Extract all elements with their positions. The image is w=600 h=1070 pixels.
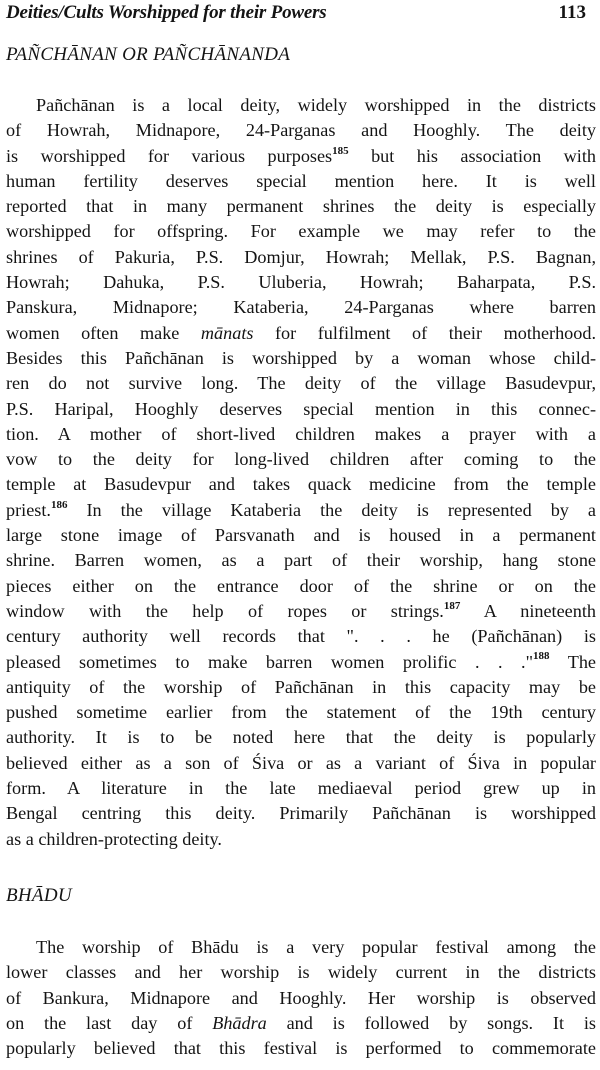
footnote-ref: 186 (50, 498, 68, 511)
text-line: Besides this Pañchānan is worshipped by a woman whose child- (6, 347, 596, 368)
text-line: popularly believed that this festival is performed to commemorate (6, 1038, 596, 1059)
text-line: century authority well records that ". . . he (Pañchānan) is (6, 626, 596, 647)
running-head-title: Deities/Cults Worshipped for their Powers (6, 2, 327, 23)
text-line: of Howrah, Midnapore, 24-Parganas and Hooghly. The deity (6, 120, 596, 141)
text-line: large stone image of Parsvanath and is housed in a permanent (6, 525, 596, 546)
italic-term: mānats (200, 322, 254, 343)
text-line: pleased sometimes to make barren women prolific . . ."$^{188}$ The (6, 650, 596, 672)
text-line: of Bankura, Midnapore and Hooghly. Her worship is observed (6, 987, 596, 1008)
text-line: human fertility deserves special mention here. It is well (6, 170, 596, 191)
text-line: lower classes and her worship is widely current in the districts (6, 962, 596, 983)
text-line: is worshipped for various purposes$^{185}$ but his association with (6, 144, 596, 166)
section-heading-panchanan: PAÑCHĀNAN OR PAÑCHĀNANDA (6, 44, 291, 65)
footnote-ref: 187 (443, 599, 461, 612)
text-line: priest.$^{186}$ In the village Kataberia the deity is represented by a (6, 498, 596, 520)
text-line: vow to the deity for long-lived children after coming to the (6, 449, 596, 470)
text-line: reported that in many permanent shrines the deity is especially (6, 196, 596, 217)
footnote-ref: 188 (533, 650, 550, 663)
text-line: Bengal centring this deity. Primarily Pañchānan is worshipped (6, 803, 596, 824)
text-line: window with the help of ropes or strings.$^{187}$ A nineteenth (6, 599, 596, 621)
text-line: antiquity of the worship of Pañchānan in this capacity may be (6, 676, 596, 697)
text-line: Panskura, Midnapore; Kataberia, 24-Parganas where barren (6, 297, 596, 318)
text-line: Howrah; Dahuka, P.S. Uluberia, Howrah; Baharpata, P.S. (6, 272, 596, 293)
text-line: form. A literature in the late mediaeval period grew up in (6, 778, 596, 799)
text-line: Pañchānan is a local deity, widely worshipped in the districts (36, 95, 596, 115)
section-heading-bhadu: BHĀDU (6, 885, 72, 906)
section-body-panchanan (6, 93, 596, 852)
text-line: shrines of Pakuria, P.S. Domjur, Howrah; Mellak, P.S. Bagnan, (6, 246, 596, 267)
section-body-bhadu (6, 935, 596, 1061)
text-line: women often make mānats for fulfilment of their motherhood. (6, 322, 597, 343)
text-line: pushed sometime earlier from the statement of the 19th century (6, 702, 596, 723)
text-line: P.S. Haripal, Hooghly deserves special mention in this connec- (6, 398, 596, 419)
page-number: 113 (558, 2, 586, 23)
text-line: worshipped for offspring. For example we may refer to the (6, 221, 596, 242)
text-line: temple at Basudevpur and takes quack medicine from the temple (6, 474, 596, 495)
footnote-ref: 185 (332, 144, 349, 157)
text-line: The worship of Bhādu is a very popular festival among the (36, 937, 596, 957)
text-line: authority. It is to be noted here that the deity is popularly (6, 727, 596, 748)
text-line: as a children-protecting deity. (6, 828, 222, 849)
text-line: tion. A mother of short-lived children makes a prayer with a (6, 423, 596, 444)
italic-term: Bhādra (212, 1012, 267, 1033)
text-line: pieces either on the entrance door of the shrine or on the (6, 575, 596, 596)
text-line: shrine. Barren women, as a part of their worship, hang stone (6, 550, 596, 571)
text-line: ren do not survive long. The deity of the village Basudevpur, (6, 373, 596, 394)
text-line: on the last day of Bhādra and is followed by songs. It is (6, 1012, 596, 1033)
text-line: believed either as a son of Śiva or as a variant of Śiva in popular (6, 752, 596, 773)
